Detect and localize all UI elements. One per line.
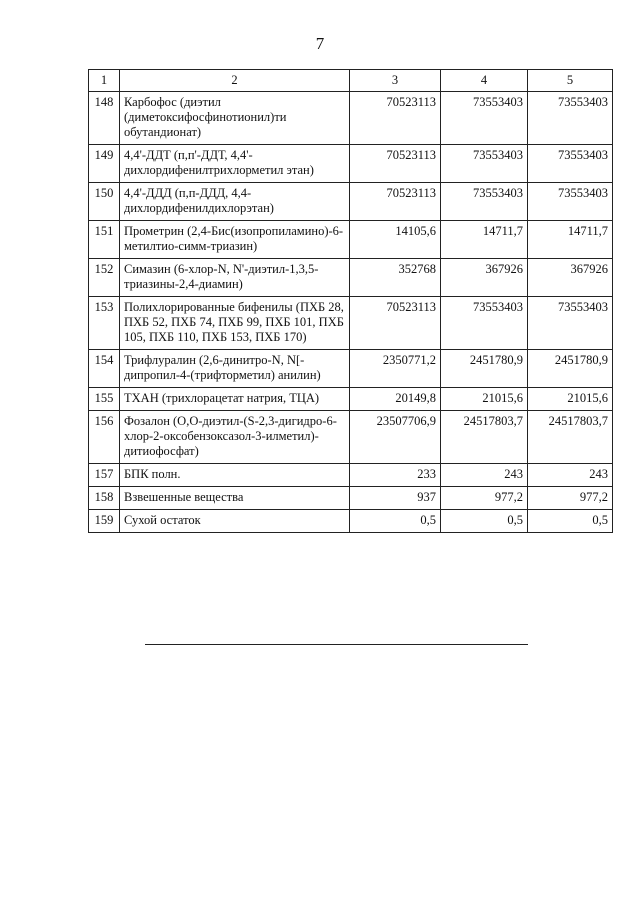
row-number-cell: 158 — [89, 487, 120, 510]
table-header-row — [89, 70, 613, 92]
column-header: 1 — [89, 70, 120, 92]
table-row — [89, 259, 613, 297]
row-number-cell: 152 — [89, 259, 120, 297]
column-header: 4 — [441, 70, 528, 92]
value-cell-col3: 352768 — [350, 259, 441, 297]
value-cell-col5: 367926 — [528, 259, 613, 297]
substance-name-cell: Взвешенные вещества — [120, 487, 350, 510]
table-row — [89, 388, 613, 411]
value-cell-col4: 0,5 — [441, 510, 528, 533]
value-cell-col4: 24517803,7 — [441, 411, 528, 464]
value-cell-col4: 14711,7 — [441, 221, 528, 259]
end-of-document-line — [145, 644, 528, 645]
value-cell-col5: 73553403 — [528, 183, 613, 221]
value-cell-col5: 14711,7 — [528, 221, 613, 259]
value-cell-col3: 233 — [350, 464, 441, 487]
row-number-cell: 154 — [89, 350, 120, 388]
table-row — [89, 92, 613, 145]
value-cell-col4: 21015,6 — [441, 388, 528, 411]
page-number: 7 — [315, 34, 325, 53]
substance-name-cell: Трифлуралин (2,6-динитро-N, N[-дипропил-4-(трифторметил) анилин) — [120, 350, 350, 388]
column-header: 5 — [528, 70, 613, 92]
column-header: 2 — [120, 70, 350, 92]
value-cell-col4: 243 — [441, 464, 528, 487]
substance-name-cell: Полихлорированные бифенилы (ПХБ 28, ПХБ 52, ПХБ 74, ПХБ 99, ПХБ 101, ПХБ 105, ПХБ 110, ПХБ 153, ПХБ 170) — [120, 297, 350, 350]
value-cell-col5: 0,5 — [528, 510, 613, 533]
column-header: 3 — [350, 70, 441, 92]
table-row — [89, 145, 613, 183]
value-cell-col4: 367926 — [441, 259, 528, 297]
row-number-cell: 151 — [89, 221, 120, 259]
row-number-cell: 157 — [89, 464, 120, 487]
value-cell-col4: 73553403 — [441, 297, 528, 350]
value-cell-col3: 2350771,2 — [350, 350, 441, 388]
substance-name-cell: БПК полн. — [120, 464, 350, 487]
value-cell-col3: 0,5 — [350, 510, 441, 533]
table-row — [89, 297, 613, 350]
value-cell-col3: 70523113 — [350, 92, 441, 145]
value-cell-col4: 977,2 — [441, 487, 528, 510]
value-cell-col4: 73553403 — [441, 145, 528, 183]
value-cell-col3: 23507706,9 — [350, 411, 441, 464]
row-number-cell: 150 — [89, 183, 120, 221]
table-row — [89, 183, 613, 221]
row-number-cell: 153 — [89, 297, 120, 350]
value-cell-col5: 2451780,9 — [528, 350, 613, 388]
value-cell-col5: 21015,6 — [528, 388, 613, 411]
value-cell-col3: 70523113 — [350, 183, 441, 221]
substance-name-cell: Прометрин (2,4-Бис(изопропиламино)-6-метилтио-симм-триазин) — [120, 221, 350, 259]
row-number-cell: 148 — [89, 92, 120, 145]
value-cell-col5: 73553403 — [528, 92, 613, 145]
value-cell-col3: 70523113 — [350, 297, 441, 350]
value-cell-col4: 2451780,9 — [441, 350, 528, 388]
row-number-cell: 156 — [89, 411, 120, 464]
value-cell-col5: 977,2 — [528, 487, 613, 510]
substance-name-cell: ТХАН (трихлорацетат натрия, ТЦА) — [120, 388, 350, 411]
substance-name-cell: Симазин (6-хлор-N, N'-диэтил-1,3,5-триазины-2,4-диамин) — [120, 259, 350, 297]
row-number-cell: 149 — [89, 145, 120, 183]
value-cell-col4: 73553403 — [441, 183, 528, 221]
substance-name-cell: Фозалон (О,О-диэтил-(S-2,3-дигидро-6-хлор-2-оксобензоксазол-3-илметил)-дитиофосфат) — [120, 411, 350, 464]
substance-name-cell: 4,4'-ДДТ (п,п'-ДДТ, 4,4'-дихлордифенилтрихлорметил этан) — [120, 145, 350, 183]
value-cell-col3: 14105,6 — [350, 221, 441, 259]
value-cell-col5: 24517803,7 — [528, 411, 613, 464]
substance-name-cell: 4,4'-ДДД (п,п-ДДД, 4,4-дихлордифенилдихлорэтан) — [120, 183, 350, 221]
value-cell-col5: 73553403 — [528, 145, 613, 183]
table-row — [89, 487, 613, 510]
value-cell-col4: 73553403 — [441, 92, 528, 145]
row-number-cell: 159 — [89, 510, 120, 533]
value-cell-col3: 937 — [350, 487, 441, 510]
table-row — [89, 464, 613, 487]
substance-name-cell: Карбофос (диэтил (диметоксифосфинотионил)ти обутандионат) — [120, 92, 350, 145]
row-number-cell: 155 — [89, 388, 120, 411]
table-row — [89, 411, 613, 464]
value-cell-col3: 70523113 — [350, 145, 441, 183]
substance-name-cell: Сухой остаток — [120, 510, 350, 533]
table-row — [89, 510, 613, 533]
value-cell-col5: 73553403 — [528, 297, 613, 350]
table-row — [89, 350, 613, 388]
table-row — [89, 221, 613, 259]
value-cell-col3: 20149,8 — [350, 388, 441, 411]
data-table — [88, 69, 613, 533]
value-cell-col5: 243 — [528, 464, 613, 487]
